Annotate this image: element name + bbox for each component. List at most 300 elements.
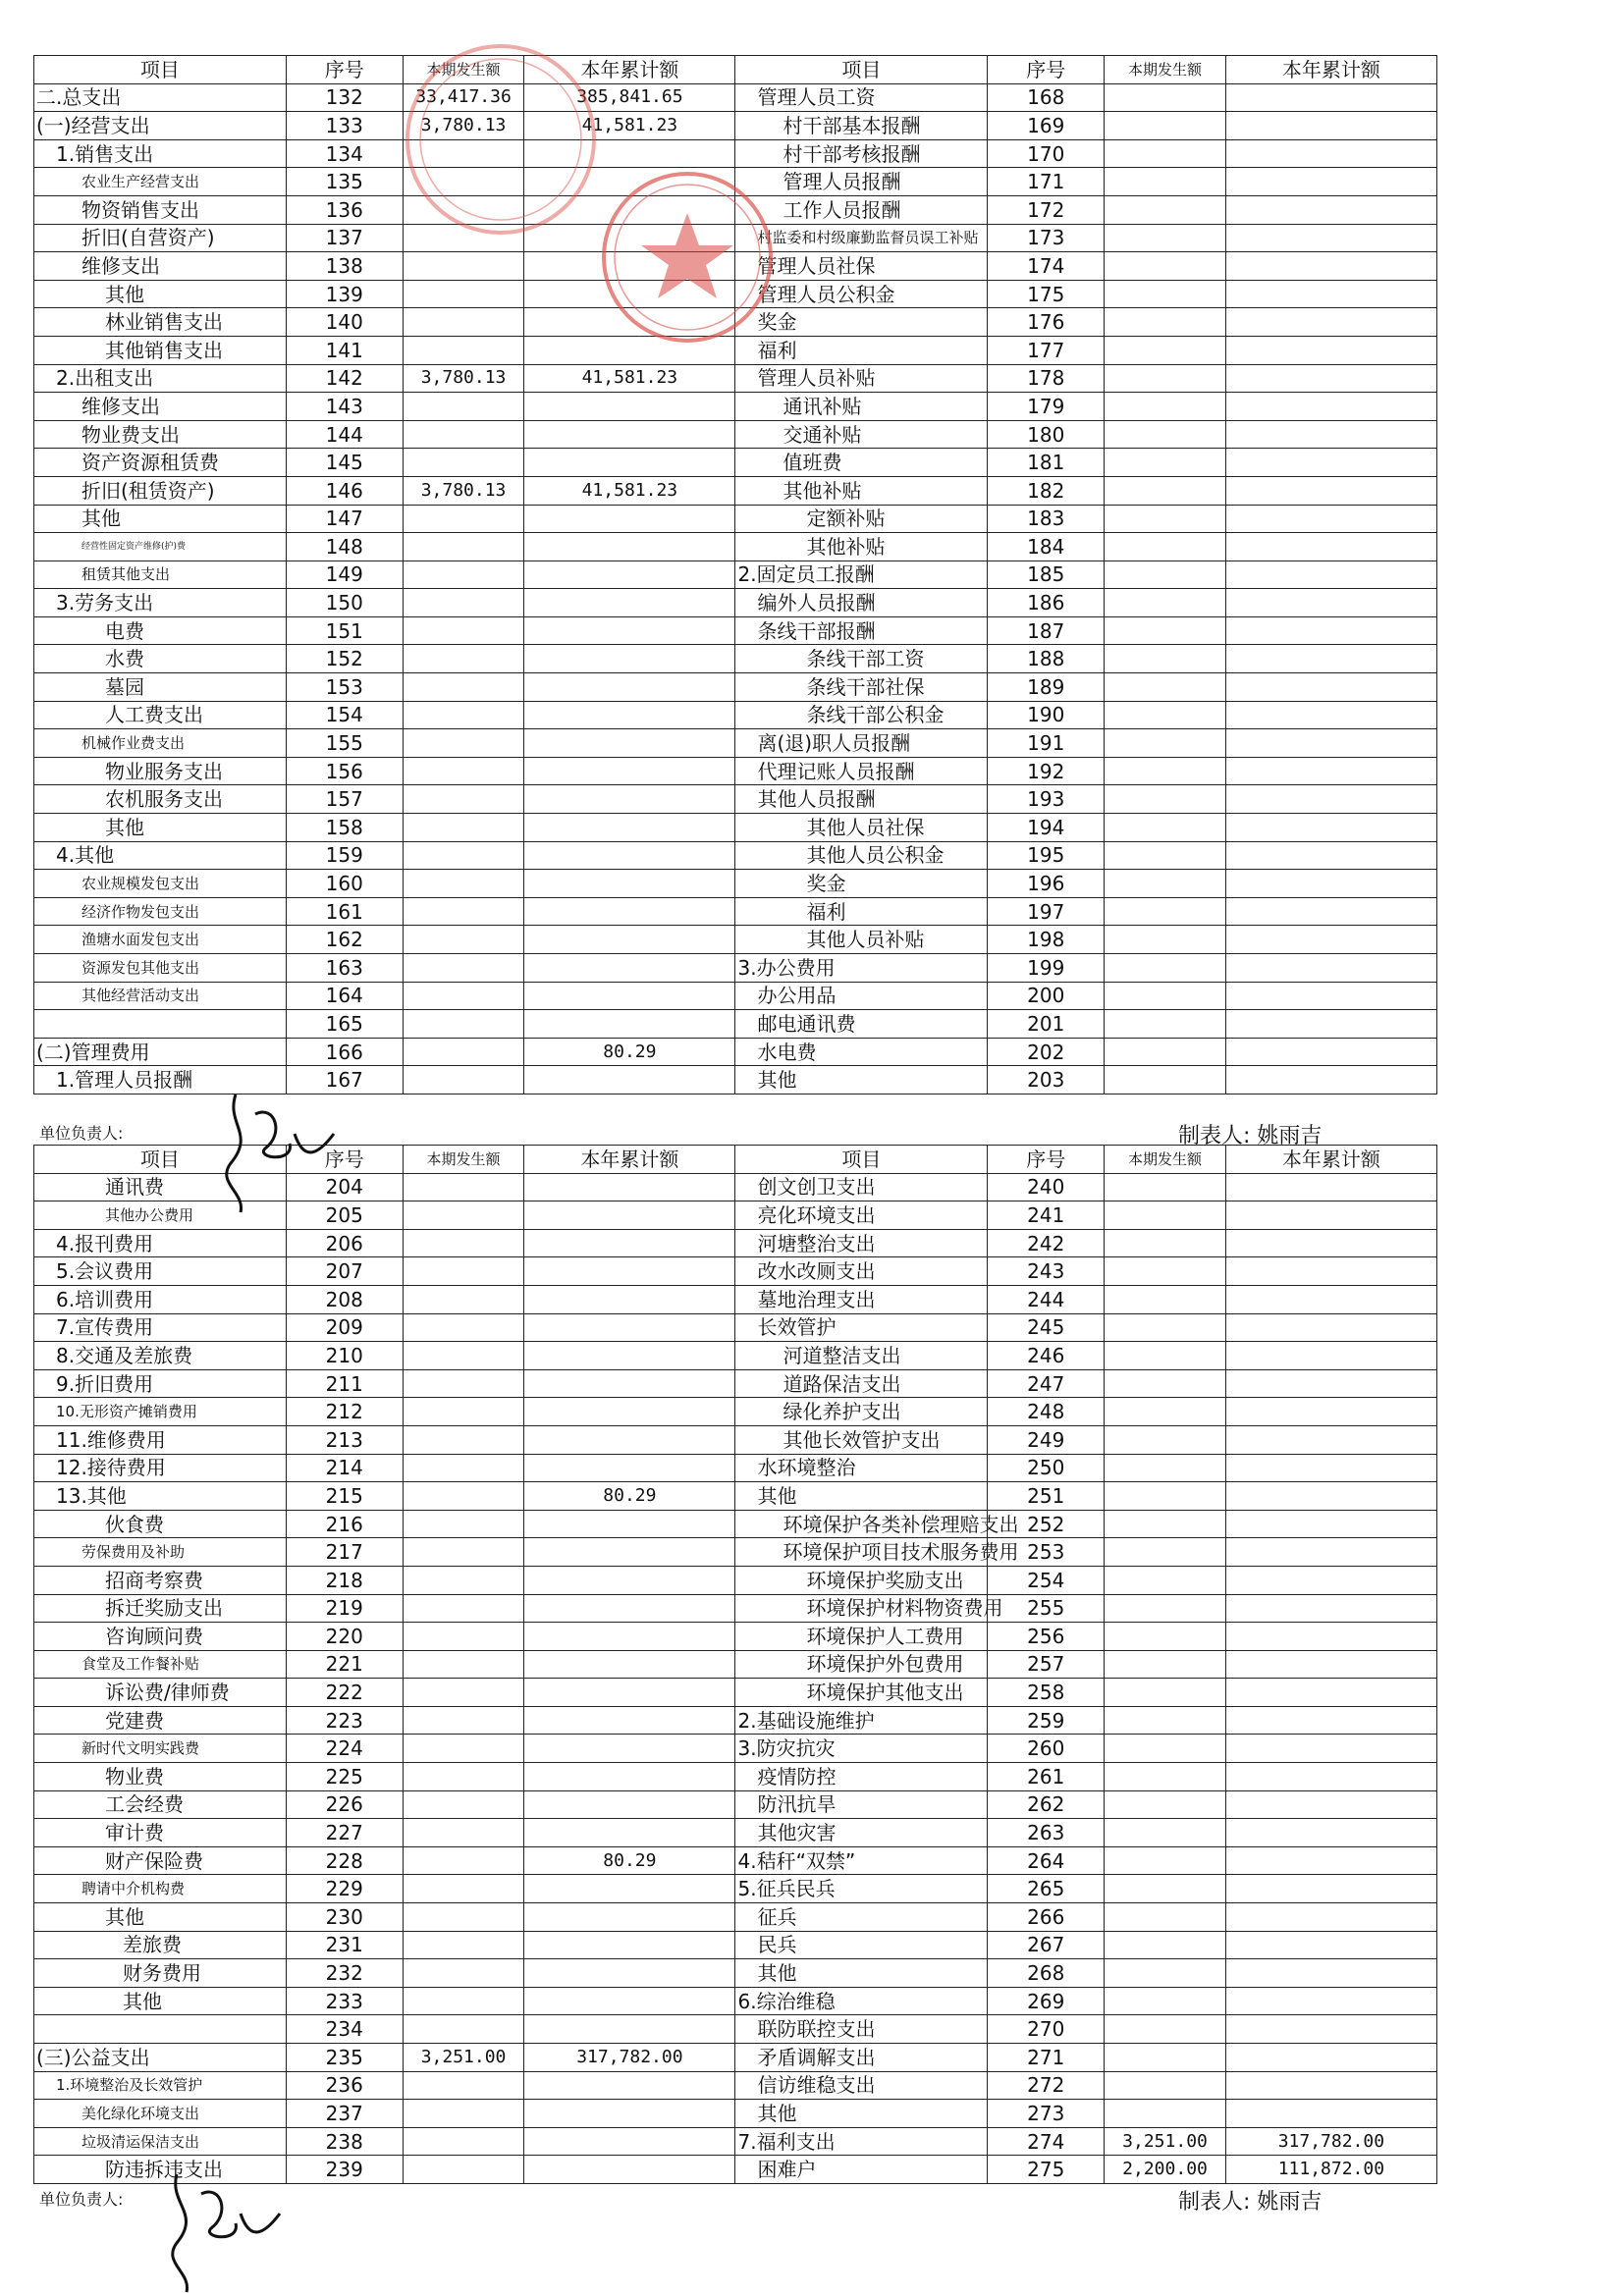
item-name-cell: 5.会议费用 [34, 1257, 287, 1286]
ytd-amount-cell [524, 280, 735, 308]
ytd-amount-cell [1225, 870, 1436, 898]
item-name-cell: 2.固定员工报酬 [735, 561, 988, 589]
current-amount-cell [1105, 1875, 1225, 1903]
seq-cell: 257 [988, 1650, 1105, 1679]
current-amount-cell [403, 505, 523, 533]
item-name-cell: 审计费 [34, 1819, 287, 1847]
sheet1-footer [33, 1119, 1437, 1148]
item-name-cell: 其他 [735, 1482, 988, 1511]
ytd-amount-cell [1225, 1454, 1436, 1482]
seq-cell: 200 [988, 982, 1105, 1010]
current-amount-cell [403, 814, 523, 842]
current-amount-cell: 3,251.00 [1105, 2127, 1225, 2156]
table-header-row [34, 1146, 1437, 1174]
seq-cell: 136 [286, 195, 403, 224]
seq-cell: 199 [988, 954, 1105, 983]
table-row [34, 814, 1437, 842]
ytd-amount-cell [1225, 1679, 1436, 1707]
item-name-cell: 困难户 [735, 2156, 988, 2184]
ytd-amount-cell [1225, 673, 1436, 702]
current-amount-cell [1105, 785, 1225, 814]
seq-cell: 189 [988, 673, 1105, 702]
item-name-cell: 其他 [735, 1959, 988, 1988]
table-row [34, 1038, 1437, 1066]
table-row [34, 1594, 1437, 1623]
seq-cell: 268 [988, 1959, 1105, 1988]
seq-cell: 256 [988, 1623, 1105, 1651]
ytd-amount-cell [1225, 1398, 1436, 1426]
ytd-amount-cell [524, 785, 735, 814]
ytd-amount-cell [1225, 280, 1436, 308]
seq-cell: 217 [286, 1538, 403, 1567]
item-name-cell: (二)管理费用 [34, 1038, 287, 1066]
table-row [34, 449, 1437, 477]
current-amount-cell [1105, 645, 1225, 673]
item-name-cell: 其他人员社保 [735, 814, 988, 842]
current-amount-cell [403, 701, 523, 729]
item-name-cell: 1.销售支出 [34, 139, 287, 168]
seq-cell: 146 [286, 476, 403, 505]
item-name-cell: 福利 [735, 897, 988, 926]
item-name-cell: 物业费支出 [34, 420, 287, 449]
seq-cell: 270 [988, 2015, 1105, 2044]
current-amount-cell [403, 2127, 523, 2156]
item-name-cell: 信访维稳支出 [735, 2071, 988, 2100]
ytd-amount-cell [524, 897, 735, 926]
seq-cell: 209 [286, 1313, 403, 1342]
seq-cell: 223 [286, 1706, 403, 1735]
ytd-amount-cell [1225, 701, 1436, 729]
item-name-cell: 招商考察费 [34, 1566, 287, 1594]
current-amount-cell [1105, 673, 1225, 702]
ytd-amount-cell [1225, 926, 1436, 954]
seq-cell: 154 [286, 701, 403, 729]
ytd-amount-cell [524, 195, 735, 224]
item-name-cell: 疫情防控 [735, 1763, 988, 1791]
item-name-cell: 其他 [34, 280, 287, 308]
seq-cell: 244 [988, 1285, 1105, 1313]
table-row [34, 1846, 1437, 1875]
seq-cell: 218 [286, 1566, 403, 1594]
item-name-cell: 绿化养护支出 [735, 1398, 988, 1426]
seq-cell: 157 [286, 785, 403, 814]
item-name-cell: 其他销售支出 [34, 336, 287, 364]
col-header-ytd-right: 本年累计额 [1225, 56, 1436, 84]
current-amount-cell: 3,780.13 [403, 476, 523, 505]
seq-cell: 229 [286, 1875, 403, 1903]
current-amount-cell [1105, 1846, 1225, 1875]
ytd-amount-cell: 111,872.00 [1225, 2156, 1436, 2184]
item-name-cell: 通讯费 [34, 1173, 287, 1201]
item-name-cell: 条线干部工资 [735, 645, 988, 673]
ytd-amount-cell [1225, 2100, 1436, 2128]
col-header-seq-right: 序号 [988, 56, 1105, 84]
current-amount-cell [403, 673, 523, 702]
table-row [34, 2156, 1437, 2184]
seq-cell: 159 [286, 841, 403, 870]
item-name-cell: 管理人员社保 [735, 252, 988, 281]
current-amount-cell [1105, 195, 1225, 224]
seq-cell: 201 [988, 1010, 1105, 1039]
ytd-amount-cell [1225, 1931, 1436, 1959]
item-name-cell: 条线干部报酬 [735, 616, 988, 645]
seq-cell: 226 [286, 1790, 403, 1819]
current-amount-cell [403, 393, 523, 421]
seq-cell: 263 [988, 1819, 1105, 1847]
current-amount-cell [403, 224, 523, 252]
seq-cell: 151 [286, 616, 403, 645]
ytd-amount-cell [1225, 308, 1436, 337]
seq-cell: 163 [286, 954, 403, 983]
current-amount-cell [1105, 1987, 1225, 2015]
item-name-cell: 其他人员报酬 [735, 785, 988, 814]
item-name-cell: 伙食费 [34, 1510, 287, 1538]
current-amount-cell [403, 1987, 523, 2015]
table-row [34, 505, 1437, 533]
current-amount-cell [1105, 2100, 1225, 2128]
item-name-cell: 二.总支出 [34, 83, 287, 112]
current-amount-cell [1105, 139, 1225, 168]
item-name-cell: 民兵 [735, 1931, 988, 1959]
ytd-amount-cell: 41,581.23 [524, 112, 735, 140]
ytd-amount-cell [524, 1931, 735, 1959]
ytd-amount-cell [524, 1313, 735, 1342]
item-name-cell: 其他 [735, 1066, 988, 1095]
current-amount-cell [1105, 1257, 1225, 1286]
ytd-amount-cell [524, 1819, 735, 1847]
current-amount-cell [1105, 252, 1225, 281]
ytd-amount-cell [524, 533, 735, 561]
item-name-cell: 管理人员公积金 [735, 280, 988, 308]
table-row [34, 420, 1437, 449]
current-amount-cell [1105, 280, 1225, 308]
item-name-cell: 村干部考核报酬 [735, 139, 988, 168]
ytd-amount-cell [1225, 814, 1436, 842]
col-header-current: 本期发生额 [403, 1146, 523, 1174]
item-name-cell: 其他灾害 [735, 1819, 988, 1847]
seq-cell: 170 [988, 139, 1105, 168]
ytd-amount-cell [524, 168, 735, 196]
seq-cell: 205 [286, 1201, 403, 1230]
current-amount-cell [1105, 1038, 1225, 1066]
item-name-cell: 其他人员补贴 [735, 926, 988, 954]
item-name-cell: 村干部基本报酬 [735, 112, 988, 140]
item-name-cell: 条线干部社保 [735, 673, 988, 702]
ytd-amount-cell [524, 1706, 735, 1735]
seq-cell: 248 [988, 1398, 1105, 1426]
current-amount-cell [1105, 1931, 1225, 1959]
current-amount-cell [403, 168, 523, 196]
seq-cell: 196 [988, 870, 1105, 898]
current-amount-cell: 3,780.13 [403, 364, 523, 393]
current-amount-cell [403, 616, 523, 645]
item-name-cell [34, 2015, 287, 2044]
seq-cell: 274 [988, 2127, 1105, 2156]
table-row [34, 336, 1437, 364]
ytd-amount-cell [524, 1566, 735, 1594]
item-name-cell: 林业销售支出 [34, 308, 287, 337]
ytd-amount-cell [524, 2127, 735, 2156]
current-amount-cell [1105, 1566, 1225, 1594]
item-name-cell: 财产保险费 [34, 1846, 287, 1875]
ytd-amount-cell [1225, 1285, 1436, 1313]
ytd-amount-cell [1225, 1369, 1436, 1398]
current-amount-cell [403, 1931, 523, 1959]
seq-cell: 203 [988, 1066, 1105, 1095]
item-name-cell: 咨询顾问费 [34, 1623, 287, 1651]
item-name-cell: 福利 [735, 336, 988, 364]
ytd-amount-cell [524, 757, 735, 785]
ytd-amount-cell [524, 1285, 735, 1313]
current-amount-cell [1105, 1313, 1225, 1342]
item-name-cell: 5.征兵民兵 [735, 1875, 988, 1903]
seq-cell: 190 [988, 701, 1105, 729]
item-name-cell: 美化绿化环境支出 [34, 2100, 287, 2128]
item-name-cell: 代理记账人员报酬 [735, 757, 988, 785]
table-row [34, 1010, 1437, 1039]
table-row [34, 1959, 1437, 1988]
current-amount-cell [403, 1790, 523, 1819]
current-amount-cell [1105, 841, 1225, 870]
seq-cell: 246 [988, 1342, 1105, 1370]
current-amount-cell [1105, 982, 1225, 1010]
table-row [34, 841, 1437, 870]
ytd-amount-cell [1225, 2071, 1436, 2100]
ytd-amount-cell: 41,581.23 [524, 476, 735, 505]
current-amount-cell [1105, 701, 1225, 729]
seq-cell: 164 [286, 982, 403, 1010]
seq-cell: 234 [286, 2015, 403, 2044]
ytd-amount-cell: 41,581.23 [524, 364, 735, 393]
item-name-cell: 防违拆违支出 [34, 2156, 287, 2184]
ytd-amount-cell [1225, 1735, 1436, 1763]
current-amount-cell [1105, 870, 1225, 898]
table-row [34, 1903, 1437, 1932]
seq-cell: 240 [988, 1173, 1105, 1201]
current-amount-cell [403, 1313, 523, 1342]
item-name-cell: 河道整洁支出 [735, 1342, 988, 1370]
ytd-amount-cell [1225, 533, 1436, 561]
item-name-cell: 经营性固定资产维修(护)费 [34, 533, 287, 561]
ytd-amount-cell [524, 1594, 735, 1623]
item-name-cell: 编外人员报酬 [735, 589, 988, 617]
current-amount-cell [1105, 1790, 1225, 1819]
seq-cell: 148 [286, 533, 403, 561]
current-amount-cell [403, 1173, 523, 1201]
ytd-amount-cell [524, 1538, 735, 1567]
seq-cell: 133 [286, 112, 403, 140]
seq-cell: 144 [286, 420, 403, 449]
table-row [34, 954, 1437, 983]
current-amount-cell [403, 2100, 523, 2128]
item-name-cell: 环境保护项目技术服务费用 [735, 1538, 988, 1567]
ytd-amount-cell [1225, 1425, 1436, 1454]
col-header-name: 项目 [34, 56, 287, 84]
item-name-cell: 水环境整治 [735, 1454, 988, 1482]
ytd-amount-cell [524, 252, 735, 281]
current-amount-cell [1105, 393, 1225, 421]
seq-cell: 135 [286, 168, 403, 196]
ytd-amount-cell [1225, 645, 1436, 673]
seq-cell: 176 [988, 308, 1105, 337]
ytd-amount-cell [524, 1229, 735, 1257]
seq-cell: 242 [988, 1229, 1105, 1257]
current-amount-cell [403, 533, 523, 561]
seq-cell: 249 [988, 1425, 1105, 1454]
item-name-cell: 食堂及工作餐补贴 [34, 1650, 287, 1679]
current-amount-cell [403, 954, 523, 983]
ytd-amount-cell [1225, 1846, 1436, 1875]
current-amount-cell: 3,251.00 [403, 2044, 523, 2072]
ytd-amount-cell [1225, 1959, 1436, 1988]
seq-cell: 177 [988, 336, 1105, 364]
ytd-amount-cell [1225, 393, 1436, 421]
current-amount-cell [403, 252, 523, 281]
ytd-amount-cell [1225, 420, 1436, 449]
ytd-amount-cell [1225, 1257, 1436, 1286]
seq-cell: 239 [286, 2156, 403, 2184]
col-header-current: 本期发生额 [403, 56, 523, 84]
current-amount-cell [403, 729, 523, 758]
ytd-amount-cell [524, 589, 735, 617]
item-name-cell: 村监委和村级廉勤监督员误工补贴 [735, 224, 988, 252]
ytd-amount-cell [524, 1425, 735, 1454]
ytd-amount-cell [524, 2100, 735, 2128]
ytd-amount-cell [1225, 1313, 1436, 1342]
table-row [34, 673, 1437, 702]
table-row [34, 1931, 1437, 1959]
seq-cell: 141 [286, 336, 403, 364]
current-amount-cell [1105, 1763, 1225, 1791]
table-row [34, 1538, 1437, 1567]
current-amount-cell [403, 1735, 523, 1763]
item-name-cell: 3.劳务支出 [34, 589, 287, 617]
table-row [34, 1482, 1437, 1511]
ytd-amount-cell [1225, 1038, 1436, 1066]
current-amount-cell [1105, 1594, 1225, 1623]
seq-cell: 155 [286, 729, 403, 758]
item-name-cell: 墓地治理支出 [735, 1285, 988, 1313]
item-name-cell: 折旧(租赁资产) [34, 476, 287, 505]
item-name-cell: 奖金 [735, 870, 988, 898]
current-amount-cell [1105, 926, 1225, 954]
seq-cell: 140 [286, 308, 403, 337]
ytd-amount-cell [524, 729, 735, 758]
ytd-amount-cell [1225, 1066, 1436, 1095]
ytd-amount-cell [524, 2015, 735, 2044]
item-name-cell: 4.秸秆“双禁” [735, 1846, 988, 1875]
item-name-cell: 道路保洁支出 [735, 1369, 988, 1398]
current-amount-cell [403, 449, 523, 477]
item-name-cell: 人工费支出 [34, 701, 287, 729]
item-name-cell: 新时代文明实践费 [34, 1735, 287, 1763]
ytd-amount-cell [524, 1623, 735, 1651]
item-name-cell: 水费 [34, 645, 287, 673]
seq-cell: 147 [286, 505, 403, 533]
col-header-name-right: 项目 [735, 56, 988, 84]
item-name-cell: 物业费 [34, 1763, 287, 1791]
ytd-amount-cell [524, 393, 735, 421]
item-name-cell: 其他 [735, 2100, 988, 2128]
table-row [34, 1229, 1437, 1257]
item-name-cell: 11.维修费用 [34, 1425, 287, 1454]
current-amount-cell [1105, 533, 1225, 561]
current-amount-cell [1105, 1959, 1225, 1988]
item-name-cell: 其他人员公积金 [735, 841, 988, 870]
table-row [34, 897, 1437, 926]
seq-cell: 145 [286, 449, 403, 477]
table-row [34, 1342, 1437, 1370]
item-name-cell: 交通补贴 [735, 420, 988, 449]
seq-cell: 193 [988, 785, 1105, 814]
table-row [34, 195, 1437, 224]
item-name-cell: 维修支出 [34, 252, 287, 281]
seq-cell: 254 [988, 1566, 1105, 1594]
expense-table-1 [33, 55, 1437, 1095]
ytd-amount-cell: 385,841.65 [524, 83, 735, 112]
item-name-cell: 2.基础设施维护 [735, 1706, 988, 1735]
seq-cell: 232 [286, 1959, 403, 1988]
table-row [34, 1679, 1437, 1707]
item-name-cell: 联防联控支出 [735, 2015, 988, 2044]
seq-cell: 253 [988, 1538, 1105, 1567]
current-amount-cell [1105, 1482, 1225, 1511]
item-name-cell: 其他长效管护支出 [735, 1425, 988, 1454]
item-name-cell: 折旧(自营资产) [34, 224, 287, 252]
seq-cell: 204 [286, 1173, 403, 1201]
seq-cell: 185 [988, 561, 1105, 589]
current-amount-cell [403, 2156, 523, 2184]
item-name-cell: 13.其他 [34, 1482, 287, 1511]
item-name-cell: 资产资源租赁费 [34, 449, 287, 477]
ytd-amount-cell [524, 1903, 735, 1932]
ytd-amount-cell: 80.29 [524, 1038, 735, 1066]
seq-cell: 197 [988, 897, 1105, 926]
current-amount-cell [1105, 476, 1225, 505]
seq-cell: 158 [286, 814, 403, 842]
current-amount-cell [403, 1763, 523, 1791]
current-amount-cell [403, 280, 523, 308]
ytd-amount-cell [524, 926, 735, 954]
ytd-amount-cell [524, 1790, 735, 1819]
item-name-cell: 环境保护奖励支出 [735, 1566, 988, 1594]
seq-cell: 165 [286, 1010, 403, 1039]
table-row [34, 757, 1437, 785]
ytd-amount-cell [524, 841, 735, 870]
table-row [34, 1987, 1437, 2015]
item-name-cell: 劳保费用及补助 [34, 1538, 287, 1567]
current-amount-cell [403, 1038, 523, 1066]
item-name-cell: 租赁其他支出 [34, 561, 287, 589]
item-name-cell: 办公用品 [735, 982, 988, 1010]
seq-cell: 184 [988, 533, 1105, 561]
seq-cell: 272 [988, 2071, 1105, 2100]
ytd-amount-cell [1225, 785, 1436, 814]
seq-cell: 134 [286, 139, 403, 168]
current-amount-cell [403, 870, 523, 898]
unit-head-label: 单位负责人: [39, 1124, 124, 1143]
current-amount-cell [403, 195, 523, 224]
ytd-amount-cell [524, 1679, 735, 1707]
seq-cell: 261 [988, 1763, 1105, 1791]
current-amount-cell [1105, 1510, 1225, 1538]
seq-cell: 132 [286, 83, 403, 112]
ytd-amount-cell [524, 1650, 735, 1679]
table-row [34, 2044, 1437, 2072]
seq-cell: 252 [988, 1510, 1105, 1538]
ytd-amount-cell [524, 701, 735, 729]
current-amount-cell [403, 308, 523, 337]
